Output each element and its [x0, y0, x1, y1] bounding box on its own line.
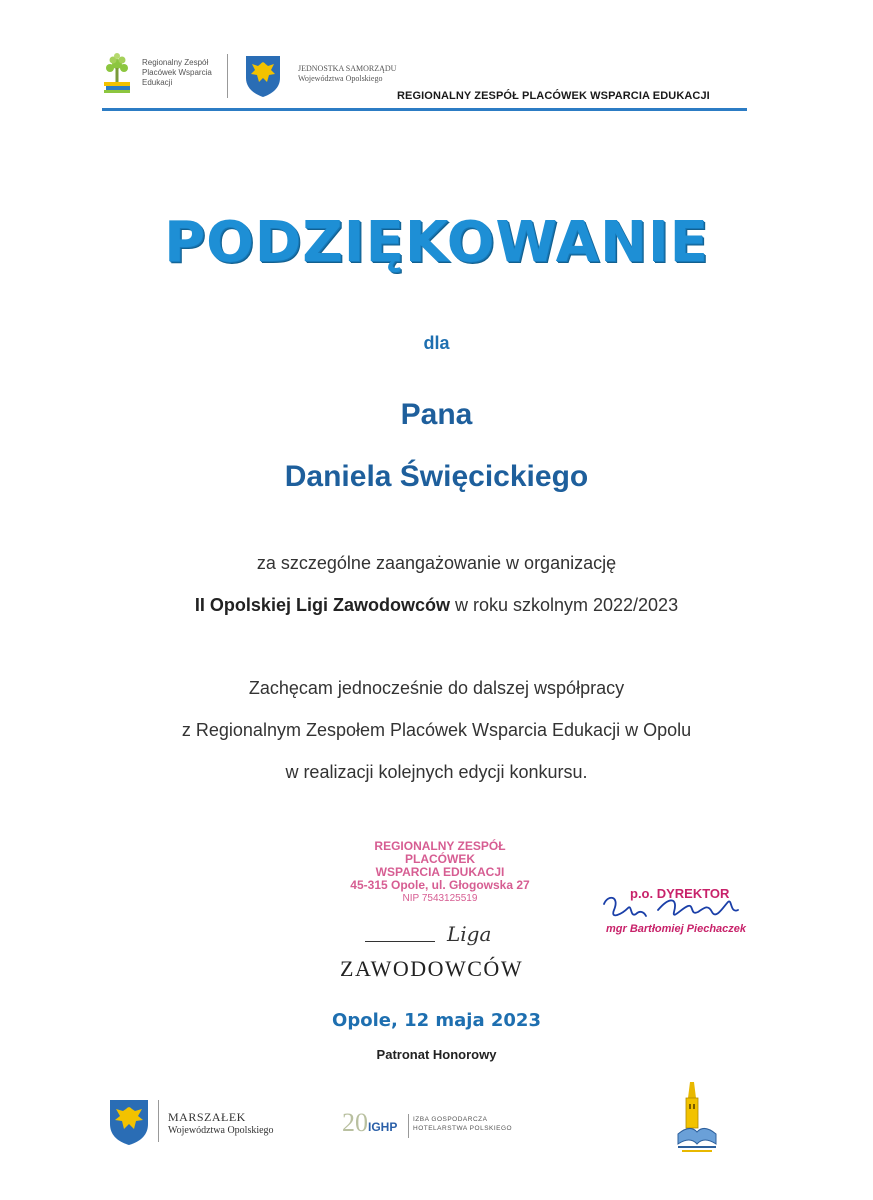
ighp-desc-line1: IZBA GOSPODARCZA [413, 1116, 488, 1123]
liga-logo-script: Liga [447, 922, 492, 946]
org2-line2: Województwa Opolskiego [298, 74, 383, 83]
body-line-1: za szczególne zaangażowanie w organizację [256, 553, 617, 573]
org1-line3: Edukacji [142, 78, 173, 87]
recipient-name: Daniela Święcickiego [284, 460, 589, 493]
liga-logo-wordmark: ZAWODOWCÓW [340, 956, 524, 981]
marshal-line2: Województwa Opolskiego [168, 1125, 274, 1136]
header-title: REGIONALNY ZESPÓŁ PLACÓWEK WSPARCIA EDUKACJI [397, 90, 710, 102]
director-title: p.o. DYREKTOR [630, 886, 730, 901]
body-line-5: w realizacji kolejnych edycji konkursu. [285, 762, 588, 782]
marshal-eagle-crest-icon [108, 1098, 150, 1146]
stamp-org-line3: 45-315 Opole, ul. Głogowska 27 [350, 878, 530, 892]
ighp-description [413, 1115, 512, 1133]
document-title: PODZIĘKOWANIE [164, 210, 709, 275]
director-name: mgr Bartłomiej Piechaczek [606, 923, 747, 935]
director-stamp [600, 886, 770, 935]
liga-logo-rule [365, 941, 435, 942]
ighp-separator [408, 1114, 409, 1138]
ighp-logo [342, 1108, 513, 1138]
org2-line1: JEDNOSTKA SAMORZĄDU [298, 64, 397, 73]
header-rule [102, 108, 747, 111]
patronage-label: Patronat Honorowy [376, 1047, 497, 1062]
marshal-logo-text [168, 1110, 274, 1136]
issue-date: Opole, 12 maja 2023 [332, 1010, 541, 1031]
body-line-4: z Regionalnym Zespołem Placówek Wsparcia Edukacji w Opolu [181, 720, 692, 740]
org-name-1 [142, 58, 222, 88]
tower-book-logo-icon [672, 1078, 722, 1158]
ighp-acronym: IGHP [368, 1120, 398, 1134]
stamp-org-line4: NIP 7543125519 [402, 893, 478, 904]
org1-line2: Placówek Wsparcia [142, 68, 212, 77]
competition-name: II Opolskiej Ligi Zawodowców [194, 595, 450, 615]
organization-stamp [340, 840, 540, 905]
body-line-2 [0, 595, 873, 616]
stamp-org-line1: REGIONALNY ZESPÓŁ PLACÓWEK [374, 839, 506, 866]
body-line-3: Zachęcam jednocześnie do dalszej współpracy [248, 678, 625, 698]
footer-separator [158, 1100, 159, 1142]
tree-logo-icon [100, 52, 134, 98]
marshal-line1: MARSZAŁEK [168, 1110, 246, 1124]
opole-eagle-crest-icon [244, 54, 282, 98]
salutation: Pana [400, 398, 473, 431]
school-year-text: w roku szkolnym 2022/2023 [449, 595, 679, 615]
org1-line1: Regionalny Zespół [142, 58, 209, 67]
org-name-2 [298, 64, 418, 84]
ighp-anniversary: 20 [342, 1108, 368, 1137]
header-separator [227, 54, 228, 98]
ighp-desc-line2: HOTELARSTWA POLSKIEGO [413, 1125, 513, 1132]
for-label: dla [423, 333, 450, 353]
stamp-org-line2: WSPARCIA EDUKACJI [375, 865, 505, 879]
